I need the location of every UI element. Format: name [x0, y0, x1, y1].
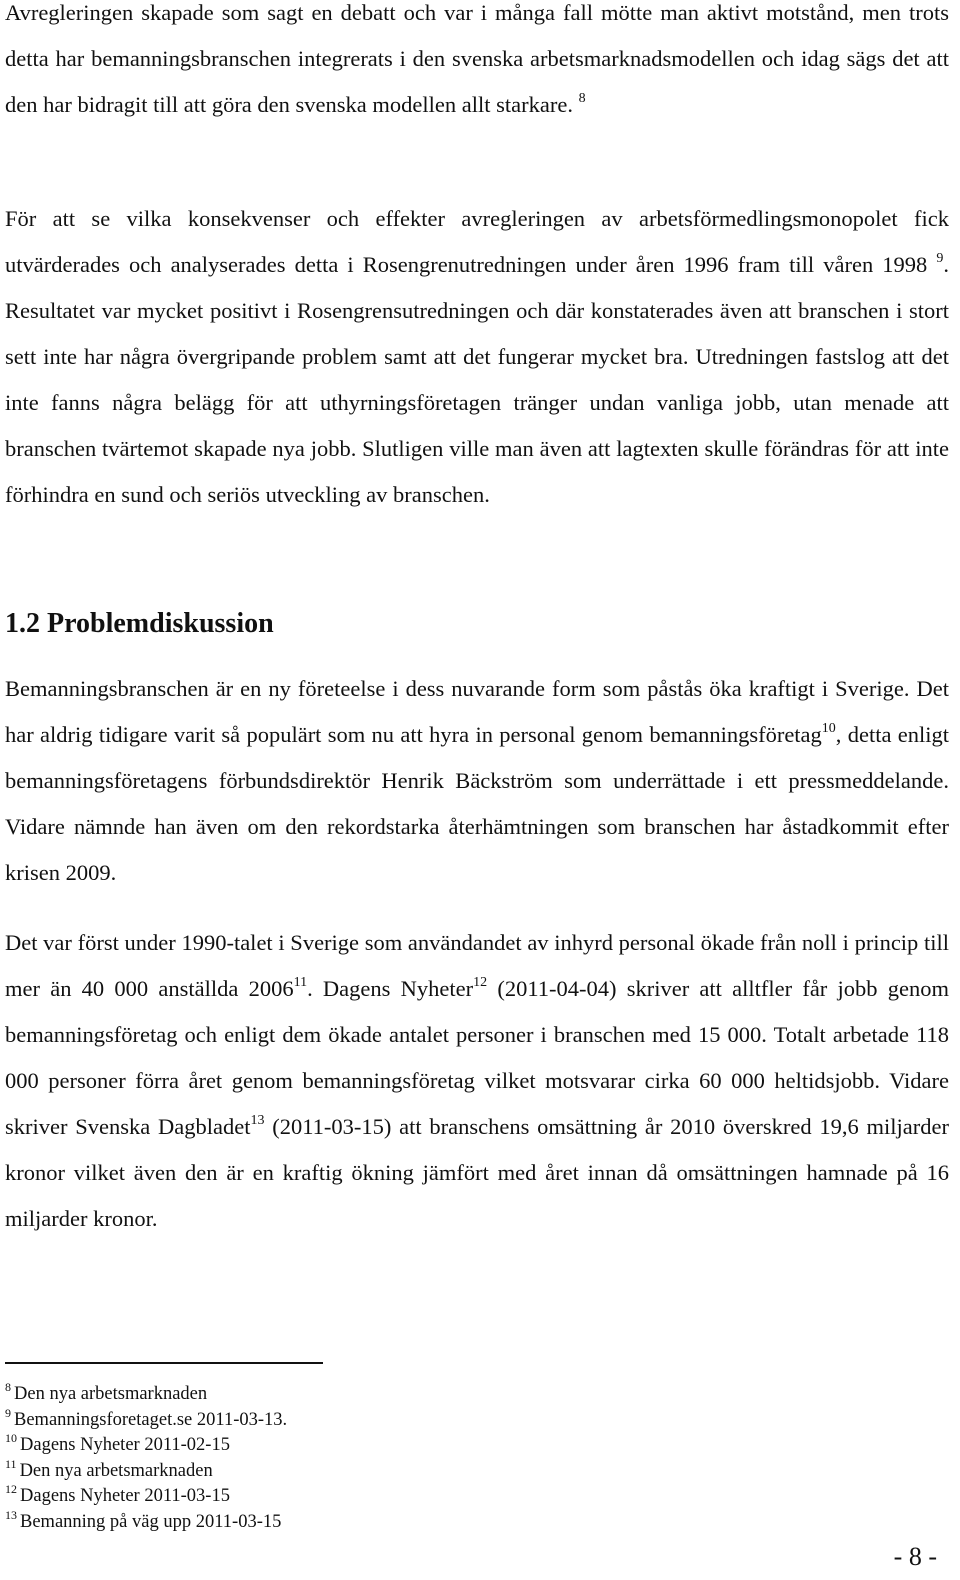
footnote-text: Dagens Nyheter 2011-03-15 — [20, 1486, 230, 1506]
footnote — [5, 1456, 605, 1485]
footnote-ref-9: 9 — [936, 251, 944, 266]
footnote-ref-13: 13 — [250, 1113, 265, 1128]
page-number: - 8 - — [893, 1542, 937, 1571]
paragraph-2 — [5, 196, 949, 518]
footnote-number: 12 — [5, 1482, 17, 1496]
footnote — [5, 1484, 605, 1510]
paragraph-3-text-b: , detta enligt bemanningsföretagens förbundsdirektör Henrik Bäckström som underrättade i ett pressmeddelande. Vidare nämnde han även om den rekordstarka återhämtningen som branschen har åstadkommit efter krisen 2009. — [5, 722, 950, 885]
paragraph-4-text-c: (2011-04-04) skriver att alltfler får jobb genom bemanningsföretag och enligt dem ökade antalet personer i branschen med 15 000. Totalt arbetade 118 000 personer förra året genom bemanningsföretag vilket motsvarar cirka 60 000 heltidsjobb. Vidare skriver Svenska Dagbladet — [5, 976, 949, 1139]
paragraph-2-text-a: För att se vilka konsekvenser och effekter avregleringen av arbetsförmedlingsmonopolet fick utvärderades och analyserades detta i Rosengrenutredningen under åren 1996 fram till våren 1998 — [5, 206, 949, 277]
section-heading: 1.2 Problemdiskussion — [5, 608, 274, 639]
footnote-ref-10: 10 — [821, 721, 836, 736]
footnote-number: 10 — [5, 1431, 17, 1445]
footnote-text: Bemanning på väg upp 2011-03-15 — [20, 1511, 282, 1532]
footnote-number: 11 — [5, 1456, 17, 1471]
footnote-text: Bemanningsforetaget.se 2011-03-13. — [14, 1409, 288, 1430]
footnote-divider — [5, 1362, 323, 1364]
footnote — [5, 1382, 605, 1408]
footnote-number: 13 — [5, 1507, 17, 1522]
footnote — [5, 1405, 605, 1434]
footnote-ref-8: 8 — [578, 91, 586, 106]
paragraph-3-text-a: Bemanningsbranschen är en ny företeelse i dess nuvarande form som påstås öka kraftigt i Sverige. Det har aldrig tidigare varit så populärt som nu att hyra in personal genom bemanningsföretag — [5, 676, 949, 747]
footnote-number: 8 — [5, 1380, 11, 1394]
footnote-ref-11: 11 — [293, 975, 308, 990]
footnote-number: 9 — [5, 1405, 11, 1420]
paragraph-3 — [5, 666, 949, 896]
paragraph-4-text-a: Det var först under 1990-talet i Sverige som användandet av inhyrd personal ökade från noll i princip till mer än 40 000 anställda 2006 — [5, 930, 949, 1001]
footnote-text: Den nya arbetsmarknaden — [14, 1384, 208, 1404]
footnote-text: Dagens Nyheter 2011-02-15 — [20, 1435, 230, 1455]
footnotes — [5, 1382, 605, 1535]
footnote-ref-12: 12 — [473, 975, 488, 990]
paragraph-4-text-d: (2011-03-15) att branschens omsättning år 2010 överskred 19,6 miljarder kronor vilket även den är en kraftig ökning jämfört med året innan då omsättningen hamnade på 16 miljarder kronor. — [5, 1114, 949, 1231]
paragraph-4-text-b: . Dagens Nyheter — [307, 976, 474, 1001]
paragraph-1-text: Avregleringen skapade som sagt en debatt och var i många fall mötte man aktivt motstånd, men trots detta har bemanningsbranschen integrerats i den svenska arbetsmarknadsmodellen och idag sägs det att den har bidragit till att göra den svenska modellen allt starkare. — [5, 0, 949, 117]
footnote-text: Den nya arbetsmarknaden — [19, 1460, 213, 1481]
paragraph-2-text-b: . Resultatet var mycket positivt i Rosengrensutredningen och där konstaterades även att branschen i stort sett inte har några övergripande problem samt att det fungerar mycket bra. Utredningen fastslog att det inte fanns några belägg för att uthyrningsföretagen tränger undan vanliga jobb, utan menade att branschen tvärtemot skapade nya jobb. Slutligen ville man även att lagtexten skulle förändras för att inte förhindra en sund och seriös utveckling av branschen. — [5, 252, 949, 507]
paragraph-1 — [5, 0, 949, 128]
paragraph-4 — [5, 920, 949, 1242]
footnote — [5, 1433, 605, 1459]
footnote — [5, 1507, 605, 1536]
